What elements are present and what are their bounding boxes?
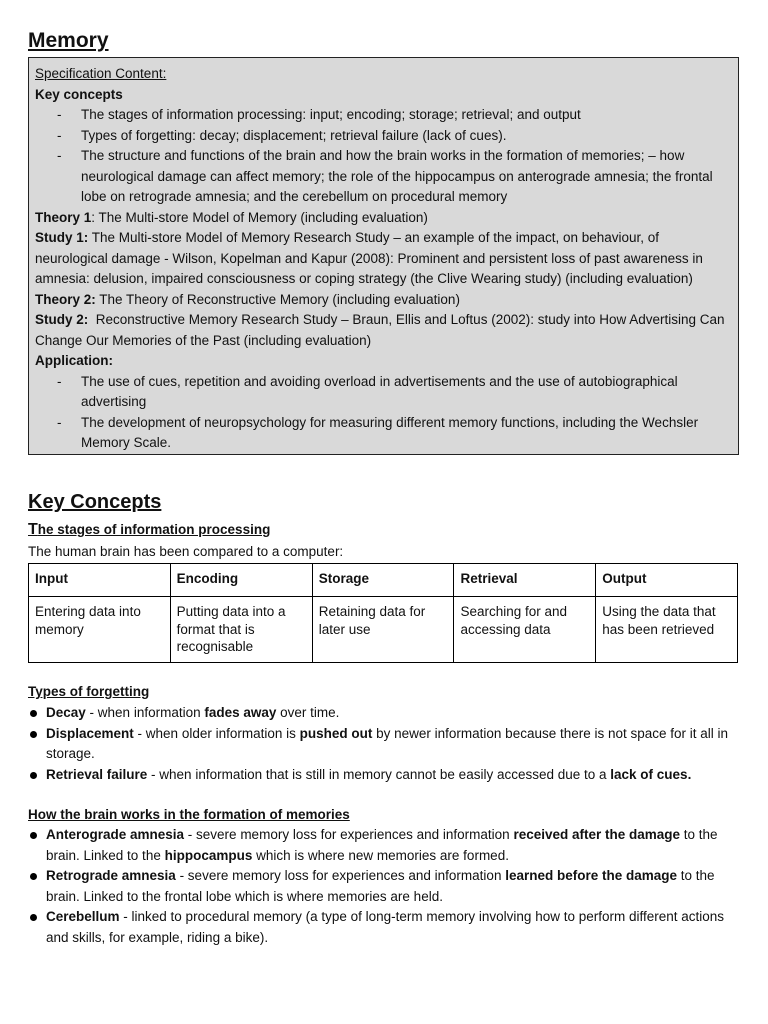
bullet-text: by newer information because there is not space for it all in storage. <box>46 725 729 761</box>
bullet-term: Anterograde amnesia <box>46 827 185 842</box>
forgetting-heading: Types of forgetting <box>28 684 150 699</box>
stages-table <box>28 563 738 663</box>
theory-2-text: The Theory of Reconstructive Memory (including evaluation) <box>95 291 460 307</box>
bullet-emphasis: fades away <box>204 705 277 720</box>
bullet-text: to the brain. Linked to the frontal lobe which is where memories are held. <box>46 868 715 904</box>
application-list <box>35 372 732 454</box>
bullet-text: - severe memory loss for experiences and information <box>184 827 514 842</box>
table-header: Input <box>29 564 171 597</box>
key-concepts-heading: Key Concepts <box>28 491 162 513</box>
theory-1-label: Theory 1 <box>35 209 92 225</box>
study-2-text: Reconstructive Memory Research Study – Braun, Ellis and Loftus (2002): study into How Advertising Can Change Our Memories of the Past (including evaluation) <box>35 312 729 348</box>
list-item <box>28 866 740 907</box>
study-2-label: Study 2: <box>35 312 89 327</box>
table-cell: Entering data into memory <box>29 597 171 663</box>
list-item <box>28 724 740 765</box>
forgetting-list <box>28 703 740 785</box>
list-item <box>28 825 740 866</box>
theory-2 <box>35 290 732 311</box>
bullet-text: - linked to procedural memory (a type of long-term memory involving how to perform different actions and skills, for example, riding a bike). <box>46 909 725 945</box>
list-item <box>28 907 740 948</box>
list-item: - The use of cues, repetition and avoiding overload in advertisements and the use of autobiographical advertising <box>35 372 732 413</box>
theory-1-text: : The Multi-store Model of Memory (including evaluation) <box>91 209 428 225</box>
stages-heading-initial: T <box>28 521 38 538</box>
table-header: Encoding <box>170 564 312 597</box>
theory-2-label: Theory 2: <box>35 291 96 307</box>
bullet-text: - severe memory loss for experiences and information <box>175 868 506 883</box>
bullet-term: Decay <box>46 705 86 720</box>
bullet-text: which is where new memories are formed. <box>252 847 509 863</box>
bullet-term: Cerebellum <box>46 909 120 924</box>
key-concepts-list <box>35 105 732 208</box>
table-header: Output <box>596 564 738 597</box>
study-2 <box>35 310 732 351</box>
bullet-emphasis: learned before the damage <box>505 868 678 883</box>
list-item: - The structure and functions of the brain and how the brain works in the formation of memories; – how neurological damage can affect memory; the role of the hippocampus on anterograde amnesia; the frontal lobe on retrograde amnesia; and the cerebellum on procedural memory <box>35 146 732 208</box>
list-item: - Types of forgetting: decay; displacement; retrieval failure (lack of cues). <box>35 126 732 147</box>
stages-heading <box>28 521 270 539</box>
table-header-row <box>29 564 738 597</box>
bullet-text: over time. <box>276 705 340 720</box>
table-row <box>29 597 738 663</box>
bullet-term: Retrograde amnesia <box>46 868 176 883</box>
theory-1 <box>35 208 732 229</box>
table-header: Storage <box>312 564 454 597</box>
list-item: - The development of neuropsychology for measuring different memory functions, including the Wechsler Memory Scale. <box>35 413 732 454</box>
brain-list <box>28 825 740 948</box>
study-1 <box>35 228 732 290</box>
brain-heading: How the brain works in the formation of memories <box>28 807 350 822</box>
bullet-text: - when information <box>85 705 205 720</box>
list-item <box>28 703 740 724</box>
page-title: Memory <box>28 29 109 52</box>
bullet-emphasis: pushed out <box>299 725 373 741</box>
bullet-term: Displacement <box>46 725 134 741</box>
table-cell: Putting data into a format that is recognisable <box>170 597 312 663</box>
bullet-text: - when older information is <box>133 725 300 741</box>
list-item: - The stages of information processing: input; encoding; storage; retrieval; and output <box>35 105 732 126</box>
stages-heading-rest: he stages of information processing <box>37 522 271 537</box>
bullet-emphasis: hippocampus <box>164 847 253 863</box>
table-cell: Searching for and accessing data <box>454 597 596 663</box>
bullet-term: Retrieval failure <box>46 766 148 782</box>
stages-intro: The human brain has been compared to a computer: <box>28 544 344 559</box>
bullet-emphasis: lack of cues. <box>610 766 692 782</box>
specification-box <box>28 57 739 455</box>
spec-heading: Specification Content: <box>35 66 167 81</box>
key-concepts-label: Key concepts <box>35 86 123 102</box>
study-1-label: Study 1: <box>35 230 89 245</box>
application-label: Application: <box>35 353 113 368</box>
list-item <box>28 765 740 786</box>
study-1-text: The Multi-store Model of Memory Research Study – an example of the impact, on behaviour, of neurological damage - Wilson, Kopelman and Kapur (2008): Prominent and persistent loss of past awareness in amnesia: delusion, impaired consciousness or coping strategy (the Clive Wearing study) (including evaluation) <box>35 230 703 286</box>
bullet-text: to the brain. Linked to the <box>46 827 718 863</box>
table-cell: Retaining data for later use <box>312 597 454 663</box>
table-cell: Using the data that has been retrieved <box>596 597 738 663</box>
table-header: Retrieval <box>454 564 596 597</box>
bullet-emphasis: received after the damage <box>513 827 681 842</box>
bullet-text: - when information that is still in memory cannot be easily accessed due to a <box>147 766 611 782</box>
